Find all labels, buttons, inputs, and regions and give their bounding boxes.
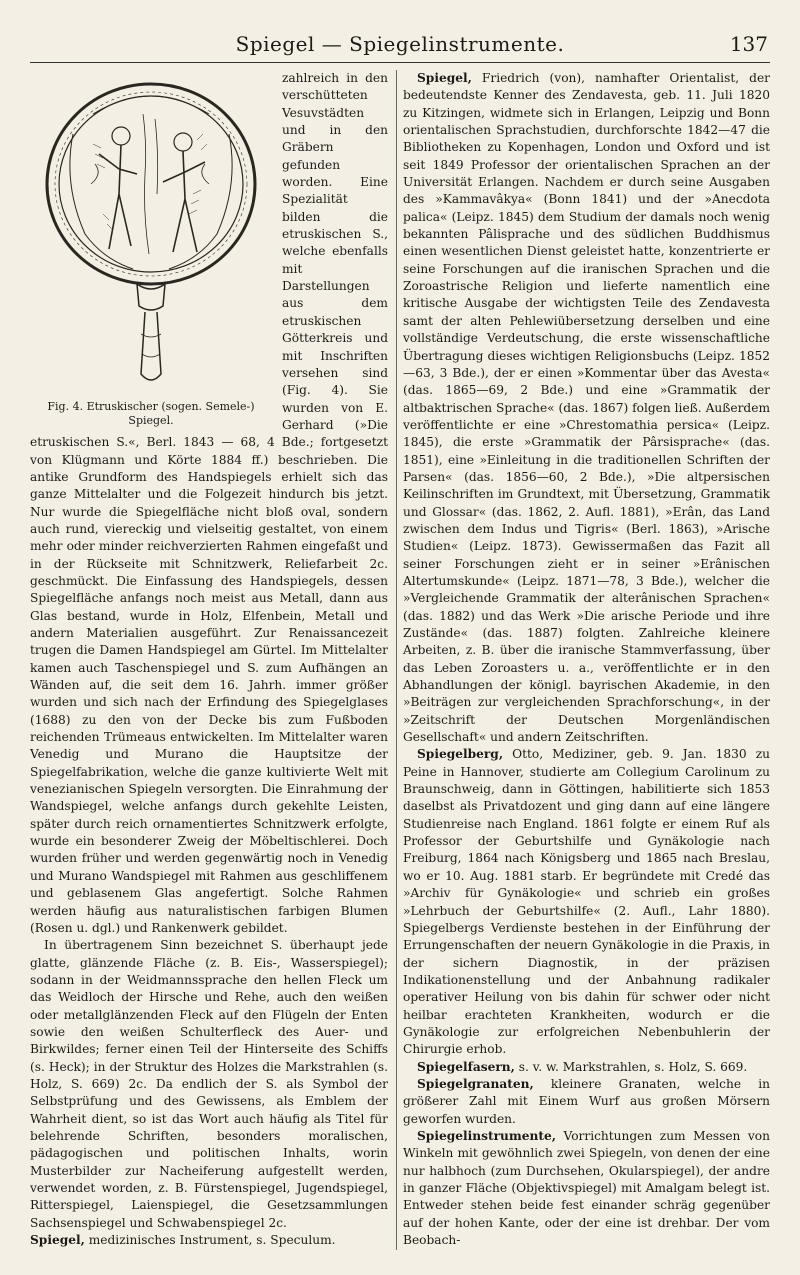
entry-text: medizinisches Instrument, s. Speculum.	[84, 1233, 336, 1248]
left-entry-speculum	[30, 1232, 388, 1249]
lemma-spiegelberg: Spiegelberg,	[417, 747, 504, 762]
lemma-spiegelgranaten: Spiegelgranaten,	[417, 1076, 534, 1091]
figure-etruscan-mirror	[28, 74, 274, 428]
entry-text: Otto, Mediziner, geb. 9. Jan. 1830 zu Peine in Hannover, studierte am Collegium Carolinum zu Braunschweig, dann in Göttingen, habilitierte sich 1853 daselbst als Privatdozent und ging dann auf eine längere Studienreise nach England. 1861 folgte er einem Ruf als Professor der Geburtshilfe und Gynäkologie nach Freiburg, 1864 nach Königsberg und 1865 nach Breslau, wo er 10. Aug. 1881 starb. Er begründete mit Credé das »Archiv für Gynäkologie« und schrieb ein großes »Lehrbuch der Geburtshilfe« (2. Aufl., Lahr 1880). Spiegelbergs Verdienste bestehen in der Einführung der Errungenschaften der neuern Gynäkologie in die Praxis, in der sichern Diagnostik, in der präzisen Indikationenstellung und der Anbahnung radikaler operativer Heilung von bis dahin für schwer oder nicht heilbar erachteten Krankheiten, wodurch er die Gynäkologie zur erfolgreichen Nebenbuhlerin der Chirurgie erhob.	[403, 747, 770, 1057]
entry-spiegel-friedrich	[403, 70, 770, 746]
figure-caption: Fig. 4. Etruskischer (sogen. Semele-) Spiegel.	[47, 400, 255, 427]
lemma-spiegel-friedrich: Spiegel,	[417, 71, 472, 85]
running-title: Spiegel — Spiegelinstrumente.	[235, 32, 565, 56]
page-header	[30, 30, 770, 63]
entry-spiegelinstrumente	[403, 1128, 770, 1249]
entry-text: kleinere Granaten, welche in größerer Zahl mit Einem Wurf aus großen Mörsern geworfen wurden.	[403, 1076, 770, 1126]
column-divider	[396, 70, 397, 1250]
left-paragraph-1: zahlreich in den verschütteten Vesuvstädten und in den Gräbern gefunden worden. Eine Spezialität bilden die etruskischen S., welche ebenfalls mit Darstellungen aus dem etruskischen Götterkreis und mit Inschriften versehen sind (Fig. 4). Sie wurden von E. Gerhard (»Die etruskischen S.«, Berl. 1843 — 68, 4 Bde.; fortgesetzt von Klügmann und Körte 1884 ff.) beschrieben. Die antike Grundform des Handspiegels erhielt sich das ganze Mittelalter und die Folgezeit hindurch bis jetzt. Nur wurde die Spiegelfläche nicht bloß oval, sondern auch rund, viereckig und vielseitig gestaltet, von einem mehr oder minder reichverzierten Rahmen eingefaßt und in der Rückseite mit Schnitzwerk, Reliefarbeit 2c. geschmückt. Die Einfassung des Handspiegels, dessen Spiegelfläche anfangs noch meist aus Metall, dann aus Glas bestand, wurde in Holz, Elfenbein, Metall und andern Materialien ausgeführt. Zur Renaissancezeit trugen die Damen Handspiegel am Gürtel. Im Mittelalter kamen auch Taschenspiegel und S. zum Aufhängen an Wänden auf, die seit dem 16. Jahrh. immer größer wurden und sich nach der Erfindung des Spiegelglases (1688) zu den von der Decke bis zum Fußboden reichenden Trümeaus entwickelten. Im Mittelalter waren Venedig und Murano die Hauptsitze der Spiegelfabrikation, welche die ganze kultivierte Welt mit venezianischen Spiegeln versorgten. Die Einrahmung der Wandspiegel, welche anfangs durch gekehlte Leisten, später durch reich ornamentiertes Schnitzwerk erfolgte, wurde ein besonderer Zweig der Möbeltischlerei. Doch wurden früher und werden gegenwärtig noch in Venedig und Murano Wandspiegel mit Rahmen aus geschliffenem und geblasenem Glas angefertigt. Solche Rahmen werden häufig aus naturalistischen farbigen Blumen (Rosen u. dgl.) und Rankenwerk gebildet.	[30, 71, 388, 935]
entry-text: Friedrich (von), namhafter Orientalist, der bedeutendste Kenner des Zendavesta, geb. 11. Juli 1820 zu Kitzingen, widmete sich in Erlangen, Leipzig und Bonn orientalischen Sprachstudien, durchforschte 1842—47 die Bibliotheken zu Kopenhagen, London und Oxford und ist seit 1849 Professor der orientalischen Sprachen an der Universität Erlangen. Nachdem er durch seine Ausgaben des »Kammavâkya« (Bonn 1841) und der »Anecdota palica« (Leipz. 1845) dem Studium der damals noch wenig bekannten Pâlisprache und des südlichen Buddhismus einen wesentlichen Dienst geleistet hatte, konzentrierte er seine Forschungen auf die iranischen Sprachen und die Zoroastrische Religion und lieferte namentlich eine kritische Ausgabe der wichtigsten Teile des Zendavesta samt der alten Pehlewiübersetzung derselben und eine vollständige Verdeutschung, die erste wissenschaftliche Übertragung dieses wichtigen Religionsbuchs (Leipz. 1852—63, 3 Bde.), der er einen »Kommentar über das Avesta« (das. 1865—69, 2 Bde.) und eine »Grammatik der altbaktrischen Sprache« (das. 1867) folgen ließ. Außerdem veröffentlichte er eine »Chrestomathia persica« (Leipz. 1845), die erste »Grammatik der Pârsisprache« (das. 1851), eine »Einleitung in die traditionellen Schriften der Parsen« (das. 1856—60, 2 Bde.), »Die altpersischen Keilinschriften im Grundtext, mit Übersetzung, Grammatik und Glossar« (das. 1862, 2. Aufl. 1881), »Erân, das Land zwischen dem Indus und Tigris« (Berl. 1863), »Arische Studien« (Leipz. 1873). Gewissermaßen das Fazit all seiner Forschungen zieht er in seiner »Erânischen Altertumskunde« (Leipz. 1871—78, 3 Bde.), welcher die »Vergleichende Grammatik der alterânischen Sprachen« (das. 1882) und das Werk »Die arische Periode und ihre Zustände« (das. 1887) folgten. Zahlreiche kleinere Arbeiten, z. B. über die iranische Stammverfassung, über das Leben Zoroasters u. a., veröffentlichte er in den Abhandlungen der königl. bayrischen Akademie, in den »Beiträgen zur vergleichenden Sprachforschung«, in der »Zeitschrift der Deutschen Morgenländischen Gesellschaft« und andern Zeitschriften.	[403, 71, 770, 745]
entry-text: s. v. w. Markstrahlen, s. Holz, S. 669.	[514, 1059, 748, 1074]
lemma-spiegelinstrumente: Spiegelinstrumente,	[417, 1128, 557, 1143]
etruscan-mirror-illustration	[33, 74, 269, 394]
entry-spiegelberg	[403, 746, 770, 1058]
left-column	[30, 70, 388, 1249]
right-column	[403, 70, 770, 1249]
entry-spiegelfasern	[403, 1059, 770, 1076]
lemma-spiegelfasern: Spiegelfasern,	[417, 1059, 515, 1074]
left-paragraph-2: In übertragenem Sinn bezeichnet S. überhaupt jede glatte, glänzende Fläche (z. B. Eis-, Wasserspiegel); sodann in der Weidmannssprache den hellen Fleck um das Weidloch der Hirsche und Rehe, auch den weißen oder metallglänzenden Fleck auf den Flügeln der Enten sowie den weißen Schulterfleck des Auer- und Birkwildes; ferner einen Teil der Hinterseite des Schiffs (s. Heck); in der Struktur des Holzes die Markstrahlen (s. Holz, S. 669) 2c. Da endlich der S. als Symbol der Selbstprüfung und des Gewissens, als Emblem der Wahrheit dient, so ist das Wort auch häufig als Titel für belehrende Schriften, besonders moralischen, pädagogischen und politischen Inhalts, worin Musterbilder zur Nacheiferung aufgestellt werden, verwendet worden, z. B. Fürstenspiegel, Jugendspiegel, Ritterspiegel, Laienspiegel, die Gesetzsammlungen Sachsenspiegel und Schwabenspiegel 2c.	[30, 938, 388, 1230]
lemma-spiegel-instrument: Spiegel,	[30, 1233, 85, 1248]
page-number: 137	[729, 32, 768, 56]
entry-spiegelgranaten	[403, 1076, 770, 1128]
entry-text: Vorrichtungen zum Messen von Winkeln mit gewöhnlich zwei Spiegeln, von denen der eine nur halbhoch (zum Durchsehen, Okularspiegel), der andre in ganzer Fläche (Objektivspiegel) mit Amalgam belegt ist. Entweder stehen beide fest einander schräg gegenüber auf der hohen Kante, oder der eine ist drehbar. Der vom Beobach-	[403, 1128, 770, 1248]
